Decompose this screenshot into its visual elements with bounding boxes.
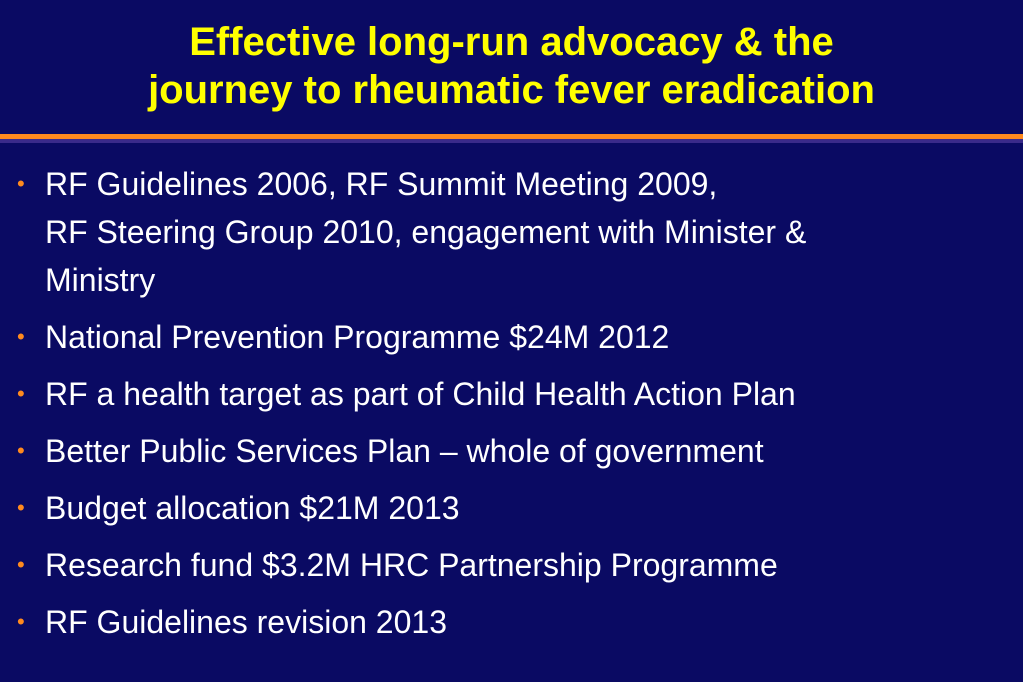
title-line-2: journey to rheumatic fever eradication bbox=[148, 68, 875, 112]
bullet-text: Budget allocation $21M 2013 bbox=[45, 490, 460, 526]
slide-title bbox=[0, 18, 1023, 114]
bullet-text: National Prevention Programme $24M 2012 bbox=[45, 319, 670, 355]
bullet-marker: • bbox=[17, 552, 25, 577]
bullet-text: RF Steering Group 2010, engagement with Minister & bbox=[45, 214, 807, 250]
title-divider-blue bbox=[0, 139, 1023, 143]
bullet-item bbox=[0, 427, 1023, 475]
bullet-text: RF Guidelines 2006, RF Summit Meeting 2009, bbox=[45, 166, 718, 202]
bullet-marker: • bbox=[17, 324, 25, 349]
bullet-text: Ministry bbox=[45, 262, 156, 298]
bullet-item bbox=[0, 160, 1023, 304]
bullet-text: RF a health target as part of Child Health Action Plan bbox=[45, 376, 796, 412]
bullet-text: Research fund $3.2M HRC Partnership Programme bbox=[45, 547, 778, 583]
bullet-marker: • bbox=[17, 381, 25, 406]
title-line-1: Effective long-run advocacy & the bbox=[189, 20, 834, 64]
bullet-text: Better Public Services Plan – whole of government bbox=[45, 433, 764, 469]
bullet-item bbox=[0, 598, 1023, 646]
bullet-marker: • bbox=[17, 171, 25, 196]
bullet-list bbox=[0, 160, 1023, 655]
bullet-marker: • bbox=[17, 438, 25, 463]
bullet-marker: • bbox=[17, 495, 25, 520]
bullet-text: RF Guidelines revision 2013 bbox=[45, 604, 447, 640]
bullet-item bbox=[0, 313, 1023, 361]
bullet-item bbox=[0, 370, 1023, 418]
bullet-marker: • bbox=[17, 609, 25, 634]
bullet-item bbox=[0, 541, 1023, 589]
bullet-item bbox=[0, 484, 1023, 532]
